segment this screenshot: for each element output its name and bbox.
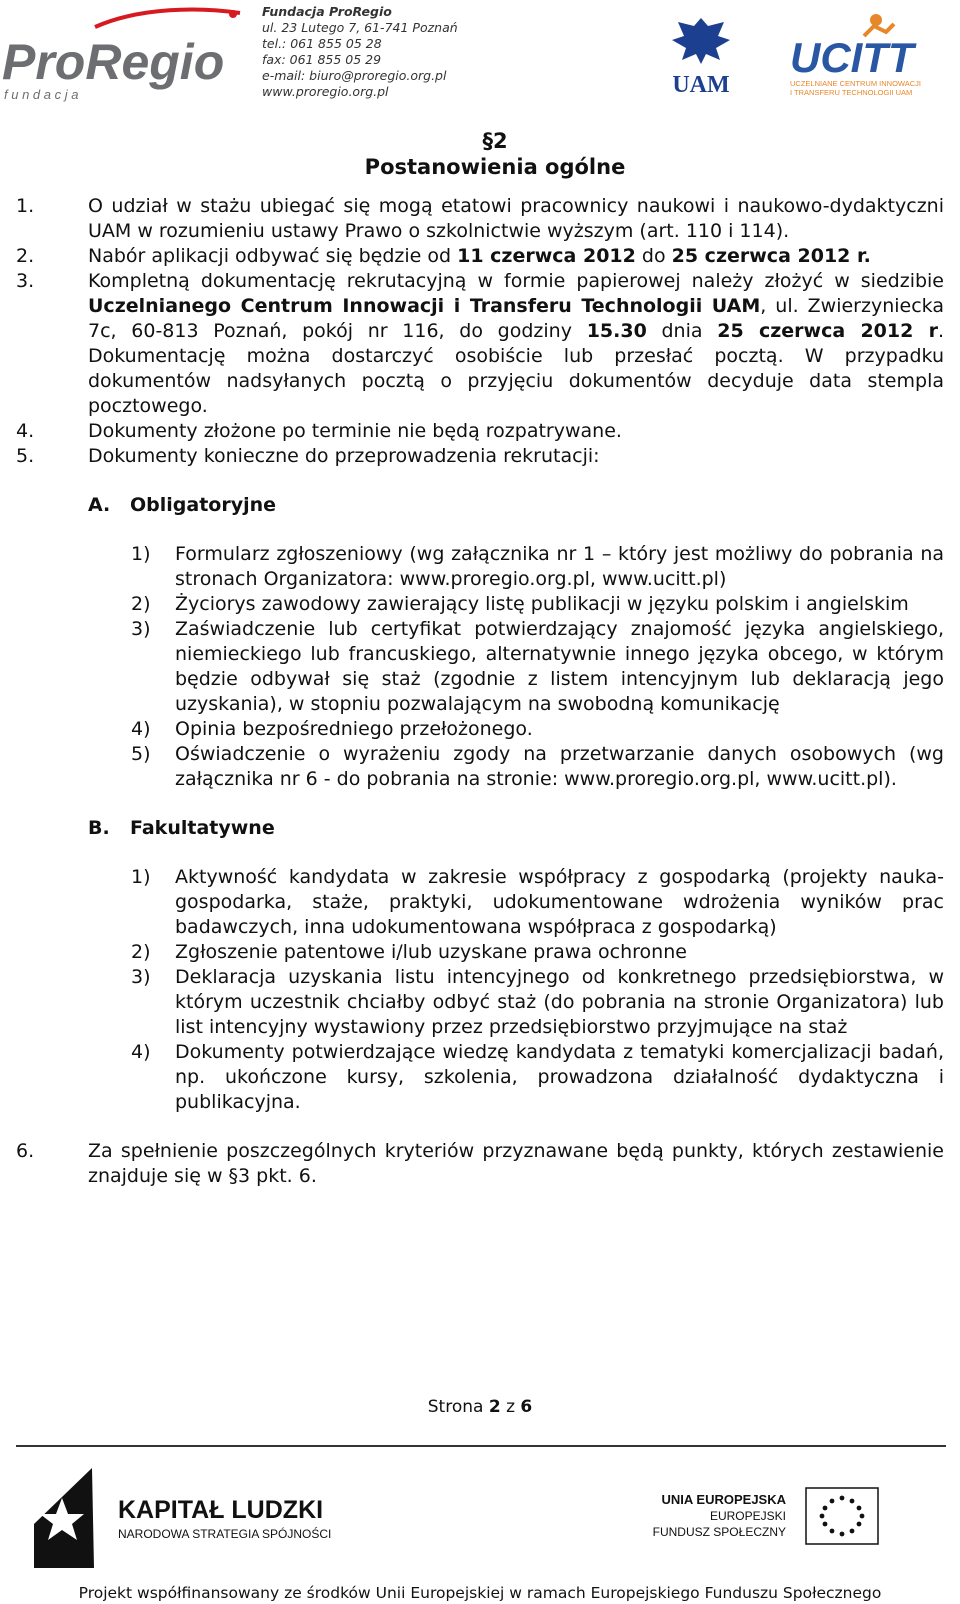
paragraph-text: Dokumenty konieczne do przeprowadzenia rekrutacji:	[88, 445, 600, 467]
proregio-logo	[0, 5, 250, 105]
item-text: Zaświadczenie lub certyfikat potwierdzający znajomość języka angielskiego, niemieckiego lub francuskiego, alternatywnie innego języka obcego, w którym będzie odbywał się staż (zgodnie z listem intencyjnym lub deklaracją jego uzyskania), w stopniu pozwalającym na swobodną komunikację	[175, 618, 944, 715]
item-number: 3)	[131, 618, 151, 640]
footer-cofinancing-note: Projekt współfinansowany ze środków Unii Europejskiej w ramach Europejskiego Funduszu Społecznego	[78, 1584, 882, 1602]
footer-divider	[16, 1445, 946, 1447]
proregio-logo-sub: f u n d a c j a	[4, 87, 79, 102]
paragraph-4	[16, 419, 944, 444]
list-item	[16, 592, 944, 617]
list-item	[16, 940, 944, 965]
org-name: Fundacja ProRegio	[262, 4, 392, 19]
paragraph-6	[16, 1139, 944, 1189]
list-item	[16, 965, 944, 1040]
org-email: e-mail: biuro@proregio.org.pl	[262, 68, 447, 83]
ue-title: UNIA EUROPEJSKA	[661, 1492, 786, 1507]
item-text: Deklaracja uzyskania listu intencyjnego od konkretnego przedsiębiorstwa, w którym uczestnik chciałby odbyć staż (do pobrania na stronie Organizatora) lub list intencyjny wystawiony przez przedsiębiorstwo przyjmujące na staż	[175, 966, 944, 1038]
page-number-prefix: Strona	[427, 1397, 489, 1417]
uam-logo-text: UAM	[672, 72, 730, 98]
item-number: 5)	[131, 743, 151, 765]
item-number: 1)	[131, 866, 151, 888]
group-title: Obligatoryjne	[130, 494, 277, 516]
page-current: 2	[488, 1397, 501, 1417]
paragraph-text: dnia	[646, 320, 718, 342]
ucitt-logo	[790, 6, 950, 102]
item-number: 1)	[131, 543, 151, 565]
end-date: 25 czerwca 2012 r.	[671, 245, 871, 267]
org-fax: fax: 061 855 05 29	[262, 52, 382, 67]
paragraph-2	[16, 244, 944, 269]
org-website: www.proregio.org.pl	[262, 84, 389, 99]
paragraph-1	[16, 194, 944, 244]
paragraph-text: O udział w stażu ubiegać się mogą etatowi pracownicy naukowi i naukowo-dydaktyczni UAM w rozumieniu ustawy Prawo o szkolnictwie wyższym (art. 110 i 114).	[88, 195, 944, 242]
page-number-sep: z	[500, 1397, 521, 1417]
item-text: Aktywność kandydata w zakresie współpracy z gospodarką (projekty nauka-gospodarka, staże, praktyki, udokumentowane wdrożenia wyników prac badawczych, inna udokumentowana współpraca z gospodarką)	[175, 866, 944, 938]
list-item	[16, 617, 944, 717]
start-date: 11 czerwca 2012	[457, 245, 636, 267]
item-text: Życiorys zawodowy zawierający listę publikacji w języku polskim i angielskim	[175, 593, 909, 615]
item-number: 3)	[131, 966, 151, 988]
kapital-ludzki-logo	[32, 1468, 352, 1568]
ue-sub2: FUNDUSZ SPOŁECZNY	[652, 1525, 786, 1539]
paragraph-text: do	[635, 245, 672, 267]
paragraph-3	[16, 269, 944, 419]
list-item	[16, 717, 944, 742]
org-phone: tel.: 061 855 05 28	[262, 36, 382, 51]
deadline-time: 15.30	[586, 320, 647, 342]
item-number: 2)	[131, 593, 151, 615]
ucitt-logo-text: UCITT	[790, 34, 914, 81]
paragraph-text: , ul. Zwierzyniecka 7c, 60-813 Poznań, pokój nr 116, do godziny	[88, 295, 944, 342]
paragraph-text: Nabór aplikacji odbywać się będzie od	[88, 245, 458, 267]
item-number: 4)	[131, 1041, 151, 1063]
group-a-heading	[16, 493, 944, 518]
list-item	[16, 742, 944, 792]
item-text: Zgłoszenie patentowe i/lub uzyskane prawa ochronne	[175, 941, 687, 963]
list-item	[16, 1040, 944, 1115]
item-text: Formularz zgłoszeniowy (wg załącznika nr 1 – który jest możliwy do pobrania na stronach Organizatora: www.proregio.org.pl, www.ucitt.pl)	[175, 543, 944, 590]
ucitt-logo-sub1: UCZELNIANE CENTRUM INNOWACJI	[790, 79, 921, 88]
section-title: Postanowienia ogólne	[364, 155, 626, 179]
list-item	[16, 542, 944, 592]
proregio-logo-pro: ProRegio	[2, 34, 225, 90]
item-number: 4)	[131, 718, 151, 740]
paragraph-5	[16, 444, 944, 469]
ucitt-logo-sub2: I TRANSFERU TECHNOLOGII UAM	[790, 88, 913, 97]
item-text: Oświadczenie o wyrażeniu zgody na przetwarzanie danych osobowych (wg załącznika nr 6 - do pobrania na stronie: www.proregio.org.pl, www.ucitt.pl).	[175, 743, 944, 790]
uam-eagle-logo	[668, 14, 734, 96]
ue-sub1: EUROPEJSKI	[709, 1509, 786, 1523]
paragraph-number: 3.	[16, 270, 35, 292]
item-text: Opinia bezpośredniego przełożonego.	[175, 718, 533, 740]
institution-name: Uczelnianego Centrum Innowacji i Transferu Technologii UAM	[88, 295, 761, 317]
list-item	[16, 865, 944, 940]
page-total: 6	[520, 1397, 533, 1417]
deadline-date: 25 czerwca 2012 r	[717, 320, 938, 342]
section-number: §2	[482, 129, 508, 153]
group-letter: B.	[88, 817, 110, 839]
page-number	[0, 1397, 960, 1417]
group-letter: A.	[88, 494, 111, 516]
org-address: ul. 23 Lutego 7, 61-741 Poznań	[262, 20, 458, 35]
paragraph-text: Kompletną dokumentację rekrutacyjną w formie papierowej należy złożyć w siedzibie	[88, 270, 944, 292]
paragraph-number: 6.	[16, 1140, 35, 1162]
group-title: Fakultatywne	[130, 817, 275, 839]
paragraph-text: . Dokumentację można dostarczyć osobiście lub przesłać pocztą. W przypadku dokumentów nadsyłanych pocztą o przyjęciu dokumentów decyduje data stempla pocztowego.	[88, 320, 945, 417]
paragraph-text: Dokumenty złożone po terminie nie będą rozpatrywane.	[88, 420, 622, 442]
paragraph-number: 5.	[16, 445, 35, 467]
item-number: 2)	[131, 941, 151, 963]
document-body	[16, 128, 944, 1189]
group-b-heading	[16, 816, 944, 841]
paragraph-number: 1.	[16, 195, 35, 217]
item-text: Dokumenty potwierdzające wiedzę kandydata z tematyki komercjalizacji badań, np. ukończone kursy, szkolenia, prowadzona działalność dydaktyczna i publikacyjna.	[175, 1041, 944, 1113]
header-contact-block	[262, 4, 458, 100]
paragraph-number: 4.	[16, 420, 35, 442]
eu-efs-logo	[652, 1488, 952, 1552]
kl-title: KAPITAŁ LUDZKI	[118, 1496, 324, 1524]
letterhead	[0, 0, 960, 110]
paragraph-text: Za spełnienie poszczególnych kryteriów przyznawane będą punkty, których zestawienie znajduje się w §3 pkt. 6.	[88, 1140, 944, 1187]
paragraph-number: 2.	[16, 245, 35, 267]
kl-sub: NARODOWA STRATEGIA SPÓJNOŚCI	[118, 1527, 332, 1541]
